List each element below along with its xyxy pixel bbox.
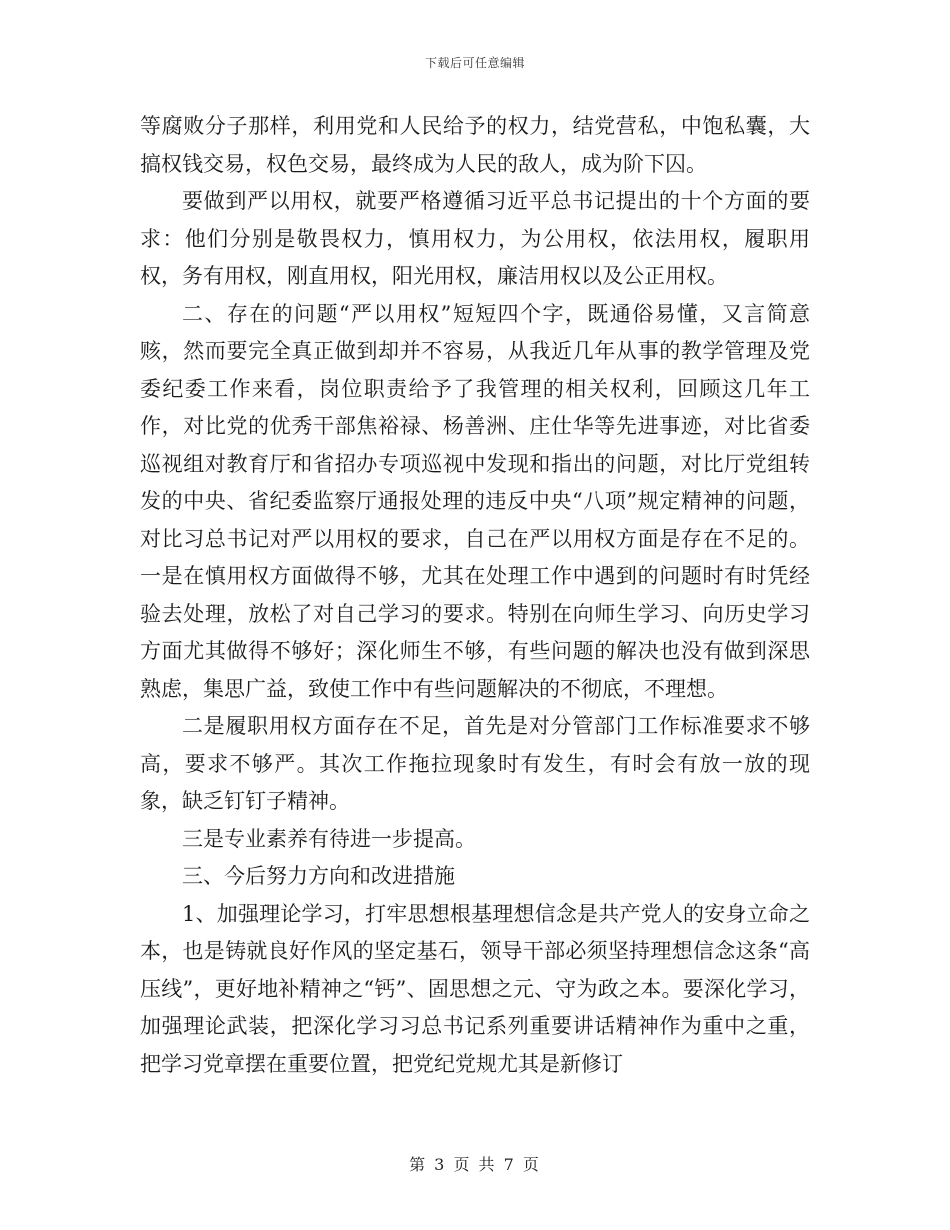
paragraph: 等腐败分子那样，利用党和人民给予的权力，结党营私，中饱私囊，大搞权钱交易，权色交易，最终成为人民的敌人，成为阶下囚。 [140,114,810,176]
page-number: 第 3 页 共 7 页 [409,1155,541,1174]
page-header: 下载后可任意编辑 [424,56,525,70]
paragraph: 要做到严以用权，就要严格遵循习近平总书记提出的十个方面的要求：他们分别是敬畏权力，慎用权力，为公用权，依法用权，履职用权，务有用权，刚直用权，阳光用权，廉洁用权以及公正用权。 [140,189,810,288]
document-body [140,108,810,1083]
paragraph: 二、存在的问题“严以用权”短短四个字，既通俗易懂，又言简意赅，然而要完全真正做到却并不容易，从我近几年从事的教学管理及党委纪委工作来看，岗位职责给予了我管理的相关权利，回顾这几年工作，对比党的优秀干部焦裕禄、杨善洲、庄仕华等先进事迹，对比省委巡视组对教育厅和省招办专项巡视中发现和指出的问题，对比厅党组转发的中央、省纪委监察厅通报处理的违反中央“八项”规定精神的问题，对比习总书记对严以用权的要求，自己在严以用权方面是存在不足的。一是在慎用权方面做得不够，尤其在处理工作中遇到的问题时有时凭经验去处理，放松了对自己学习的要求。特别在向师生学习、向历史学习方面尤其做得不够好；深化师生不够，有些问题的解决也没有做到深思熟虑，集思广益，致使工作中有些问题解决的不彻底，不理想。 [140,301,810,701]
paragraph: 1、加强理论学习，打牢思想根基理想信念是共产党人的安身立命之本，也是铸就良好作风的坚定基石，领导干部必须坚持理想信念这条“高压线”，更好地补精神之“钙”、固思想之元、守为政之本。要深化学习，加强理论武装，把深化学习习总书记系列重要讲话精神作为重中之重，把学习党章摆在重要位置，把党纪党规尤其是新修订 [140,901,810,1076]
paragraph: 三是专业素养有待进一步提高。 [182,826,476,851]
paragraph: 二是履职用权方面存在不足，首先是对分管部门工作标准要求不够高，要求不够严。其次工作拖拉现象时有发生，有时会有放一放的现象，缺乏钉钉子精神。 [140,714,810,813]
section-heading: 三、今后努力方向和改进措施 [182,864,455,888]
